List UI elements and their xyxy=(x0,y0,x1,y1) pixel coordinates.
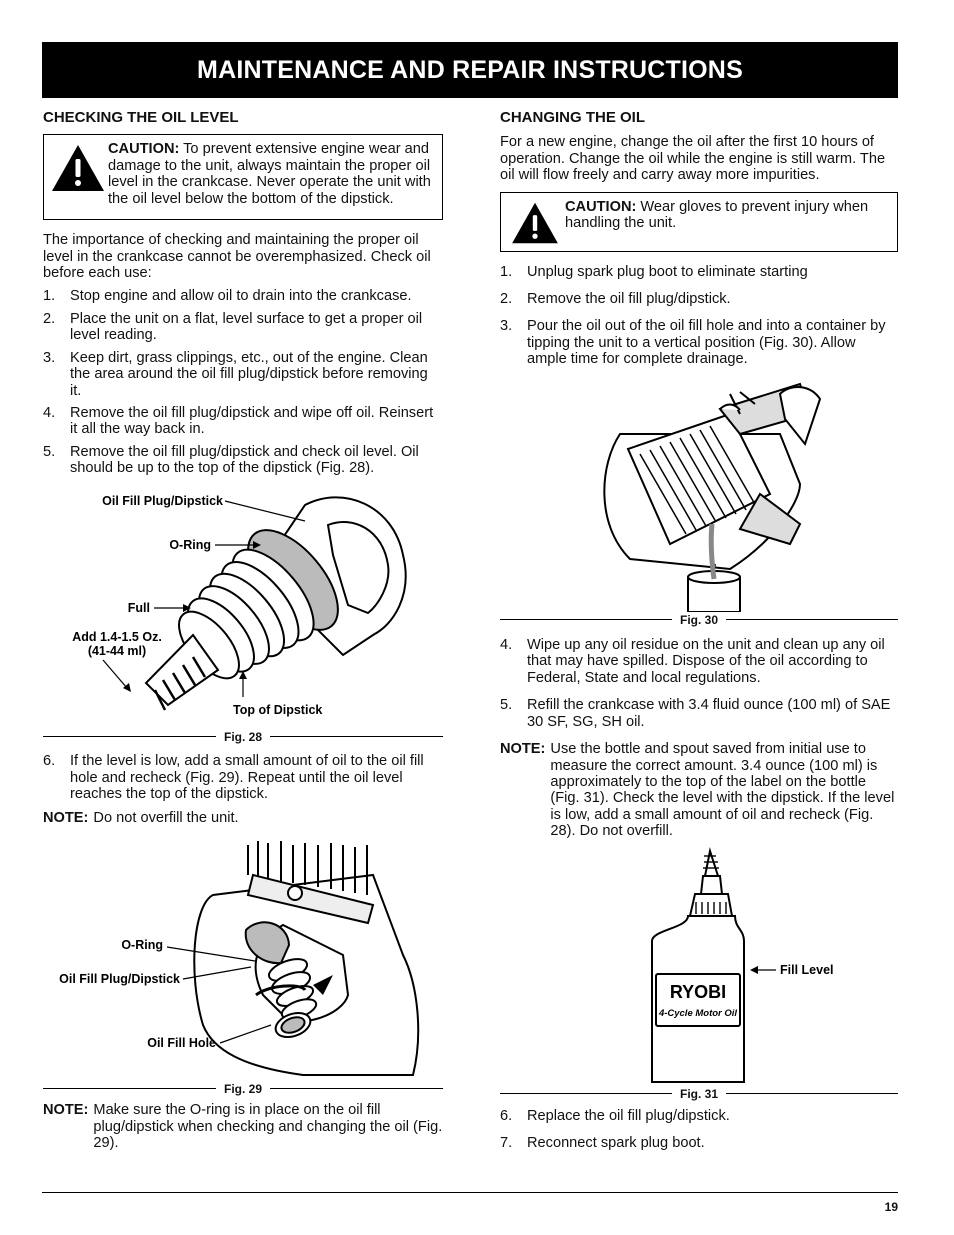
oil-fill-illustration xyxy=(43,835,443,1081)
steps-list-continued xyxy=(43,753,443,802)
footer-rule xyxy=(42,1192,898,1193)
note-bottle: NOTE: Use the bottle and spout saved from initial use to measure the correct amount. 3.4 ounce (100 ml) is approximately to the top of the label on the bottle (Fig. 31). Check the level with the dipstick. If the level is low, add a small amount of oil and recheck (Fig. 28). Do not overfill. xyxy=(500,741,895,840)
figure-28-caption: Fig. 28 xyxy=(43,729,443,745)
intro-paragraph: The importance of checking and maintaining the proper oil level in the crankcase cannot be overemphasized. Check oil before each use: xyxy=(43,232,431,282)
figure-28 xyxy=(43,485,443,745)
section-heading-changing-oil: CHANGING THE OIL xyxy=(500,109,645,126)
figure-30-caption: Fig. 30 xyxy=(500,612,898,628)
steps-list xyxy=(500,264,898,368)
label-oil-fill-plug: Oil Fill Plug/Dipstick xyxy=(59,971,180,986)
list-item: 5. Remove the oil fill plug/dipstick and check oil level. Oil should be up to the top of the dipstick (Fig. 28). xyxy=(43,443,419,477)
dipstick-illustration xyxy=(43,485,443,729)
list-item: 3. Keep dirt, grass clippings, etc., out of the engine. Clean the area around the oil fill plug/dipstick before removing it. xyxy=(43,349,428,399)
intro-paragraph: For a new engine, change the oil after the first 10 hours of operation. Change the oil while the engine is still warm. The oil will flow freely and carry away more impurities. xyxy=(500,134,886,184)
figure-29-caption: Fig. 29 xyxy=(43,1081,443,1097)
note-do-not-overfill: NOTE: Do not overfill the unit. xyxy=(43,810,239,827)
figure-31 xyxy=(500,846,898,1102)
label-add-ml: (41-44 ml) xyxy=(87,643,147,658)
list-item: 4. Wipe up any oil residue on the unit and clean up any oil that may have spilled. Dispose of the oil according to Federal, State and local regulations. xyxy=(500,637,885,686)
steps-list xyxy=(43,288,443,477)
figure-31-caption: Fig. 31 xyxy=(500,1086,898,1102)
caution-text: CAUTION: Wear gloves to prevent injury when handling the unit. xyxy=(565,198,869,232)
list-item: 2. Place the unit on a flat, level surface to get a proper oil level reading. xyxy=(43,311,423,344)
figure-30 xyxy=(500,374,898,628)
caution-box xyxy=(43,134,443,220)
list-item: 1. Unplug spark plug boot to eliminate starting xyxy=(500,263,808,280)
brand-logo: RYOBI xyxy=(669,981,727,1002)
warning-icon xyxy=(48,141,108,215)
caution-box xyxy=(500,192,898,252)
list-item: 4. Remove the oil fill plug/dipstick and wipe off oil. Reinsert it all the way back in. xyxy=(43,405,434,438)
label-fill-level: Fill Level xyxy=(780,962,834,977)
section-heading-checking-oil: CHECKING THE OIL LEVEL xyxy=(43,109,239,126)
page-number: 19 xyxy=(884,1200,898,1214)
list-item: 6. If the level is low, add a small amount of oil to the oil fill hole and recheck (Fig. 29). Repeat until the oil level reaches the top of the dipstick. xyxy=(43,753,424,802)
label-add-amount: Add 1.4-1.5 Oz. xyxy=(72,629,162,644)
list-item: 7. Reconnect spark plug boot. xyxy=(500,1135,705,1152)
label-o-ring: O-Ring xyxy=(121,937,163,952)
note-o-ring: NOTE: Make sure the O-ring is in place on the oil fill plug/dipstick when checking and changing the oil (Fig. 29). xyxy=(43,1102,443,1151)
label-full: Full xyxy=(127,600,150,615)
page-title: MAINTENANCE AND REPAIR INSTRUCTIONS xyxy=(197,55,743,84)
title-banner xyxy=(42,42,898,98)
list-item: 1. Stop engine and allow oil to drain into the crankcase. xyxy=(43,287,412,304)
warning-icon xyxy=(505,199,565,247)
label-o-ring: O-Ring xyxy=(169,537,211,552)
product-label: 4-Cycle Motor Oil xyxy=(658,1007,738,1019)
left-column xyxy=(43,110,443,1151)
caution-text: CAUTION: To prevent extensive engine wear and damage to the unit, always maintain the proper oil level in the crankcase. Never operate the unit with the oil level below the bottom of the dipstick. xyxy=(108,141,431,207)
right-column xyxy=(500,110,898,1152)
label-top-of-dipstick: Top of Dipstick xyxy=(233,702,323,717)
engine-draining-illustration xyxy=(500,374,898,612)
list-item: 3. Pour the oil out of the oil fill hole and into a container by tipping the unit to a vertical position (Fig. 30). Allow ample time for complete drainage. xyxy=(500,318,886,368)
label-oil-fill-plug: Oil Fill Plug/Dipstick xyxy=(102,493,223,508)
list-item: 5. Refill the crankcase with 3.4 fluid ounce (100 ml) of SAE 30 SF, SG, SH oil. xyxy=(500,697,891,730)
list-item: 6. Replace the oil fill plug/dipstick. xyxy=(500,1107,730,1124)
steps-list-continued xyxy=(500,637,898,730)
oil-bottle-illustration xyxy=(500,846,898,1086)
steps-list-final xyxy=(500,1108,898,1152)
list-item: 2. Remove the oil fill plug/dipstick. xyxy=(500,291,731,308)
figure-29 xyxy=(43,835,443,1097)
label-oil-fill-hole: Oil Fill Hole xyxy=(147,1035,216,1050)
